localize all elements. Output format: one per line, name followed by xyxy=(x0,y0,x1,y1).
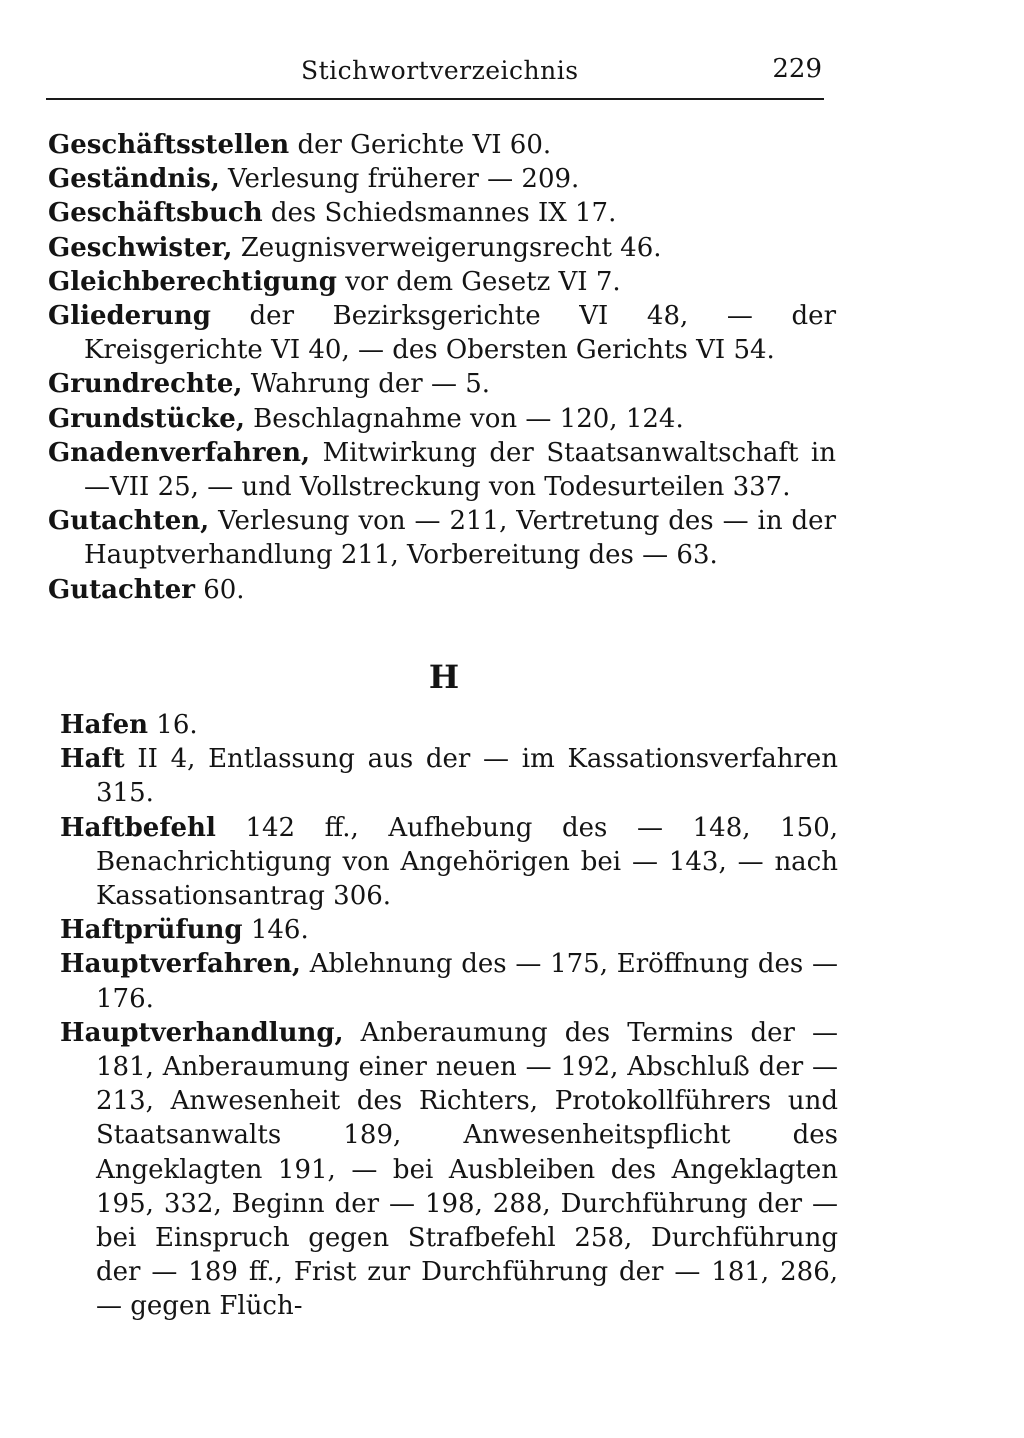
entry-text: 142 ff., Aufhebung des — 148, 150, Benachrichtigung von Angehörigen bei — 143, — nach Kassationsantrag 306. xyxy=(96,812,838,912)
entry-text: 60. xyxy=(194,574,245,605)
index-entry xyxy=(60,708,838,742)
index-entry xyxy=(48,128,836,162)
entry-term: Hauptverhandlung, xyxy=(60,1017,344,1048)
entry-term: Gutachter xyxy=(48,574,195,605)
entry-term: Haftbefehl xyxy=(60,812,216,843)
entry-term: Grundrechte, xyxy=(48,369,243,400)
entry-text: Ablehnung des — 175, Eröffnung des — 176. xyxy=(96,949,838,1014)
entry-term: Hafen xyxy=(60,710,149,740)
page-number: 229 xyxy=(772,54,822,84)
index-entry xyxy=(48,367,836,401)
index-entry xyxy=(48,573,836,607)
entry-text: des Schiedsmannes IX 17. xyxy=(262,198,617,229)
index-entry xyxy=(60,742,838,810)
entry-term: Hauptverfahren, xyxy=(60,949,301,980)
running-head: Stichwortverzeichnis xyxy=(301,56,579,85)
entry-text: II 4, Entlassung aus der — im Kassationsverfahren 315. xyxy=(96,744,838,809)
entry-term: Gliederung xyxy=(48,301,211,332)
index-entry xyxy=(48,504,836,572)
entry-text: Verlesung früherer — 209. xyxy=(219,164,580,195)
page-header xyxy=(46,52,824,100)
entry-text: Zeugnisverweigerungsrecht 46. xyxy=(232,232,662,263)
index-entry xyxy=(48,436,836,504)
index-entry xyxy=(48,231,836,265)
entry-text: der Bezirksgerichte VI 48, — der Kreisgerichte VI 40, — des Obersten Gerichts VI 54. xyxy=(84,301,836,366)
entry-text: Wahrung der — 5. xyxy=(242,369,491,400)
entry-text: 146. xyxy=(242,915,309,946)
index-entry xyxy=(48,162,836,196)
entry-term: Gleichberechtigung xyxy=(48,266,337,297)
index-section-g xyxy=(48,128,836,607)
entry-term: Geschäftsbuch xyxy=(48,198,263,229)
entry-text: Mitwirkung der Staatsanwaltschaft in —VII 25, — und Vollstreckung von Todesurteilen 337. xyxy=(84,437,836,503)
entry-text: Anberaumung des Termins der — 181, Anberaumung einer neuen — 192, Abschluß der — 213, Anwesenheit des Richters, Protokollführers und Staatsanwalts 189, Anwesenheitspflicht des Angeklagten 191, — bei Ausbleiben des Angeklagten 195, 332, Beginn der — 198, 288, Durchführung der — bei Einspruch gegen Strafbefehl 258, Durchführung der — 189 ff., Frist zur Durchführung der — 181, 286, — gegen Flüch- xyxy=(96,1017,838,1322)
entry-term: Geschwister, xyxy=(48,232,233,263)
index-entry xyxy=(48,402,836,436)
entry-term: Gutachten, xyxy=(48,506,210,537)
entry-term: Haft xyxy=(60,744,125,775)
entry-term: Geständnis, xyxy=(48,164,220,195)
entry-text: 16. xyxy=(148,710,198,740)
index-entry xyxy=(48,299,836,367)
index-entry xyxy=(60,811,838,914)
index-entry xyxy=(60,947,838,1015)
index-section-h xyxy=(60,708,838,1324)
section-heading-h: H xyxy=(428,658,460,696)
entry-term: Geschäftsstellen xyxy=(48,130,290,160)
entry-text: vor dem Gesetz VI 7. xyxy=(336,266,621,297)
entry-text: Beschlagnahme von — 120, 124. xyxy=(244,403,684,434)
entry-term: Haftprüfung xyxy=(60,915,243,946)
entry-text: Verlesung von — 211, Vertretung des — in der Hauptverhandlung 211, Vorbereitung des — 63. xyxy=(84,506,836,571)
index-entry xyxy=(48,196,836,230)
entry-text: der Gerichte VI 60. xyxy=(289,130,552,160)
index-entry xyxy=(60,1016,838,1324)
index-entry xyxy=(48,265,836,299)
index-entry xyxy=(60,913,838,947)
entry-term: Grundstücke, xyxy=(48,403,245,434)
entry-term: Gnadenverfahren, xyxy=(48,437,311,468)
